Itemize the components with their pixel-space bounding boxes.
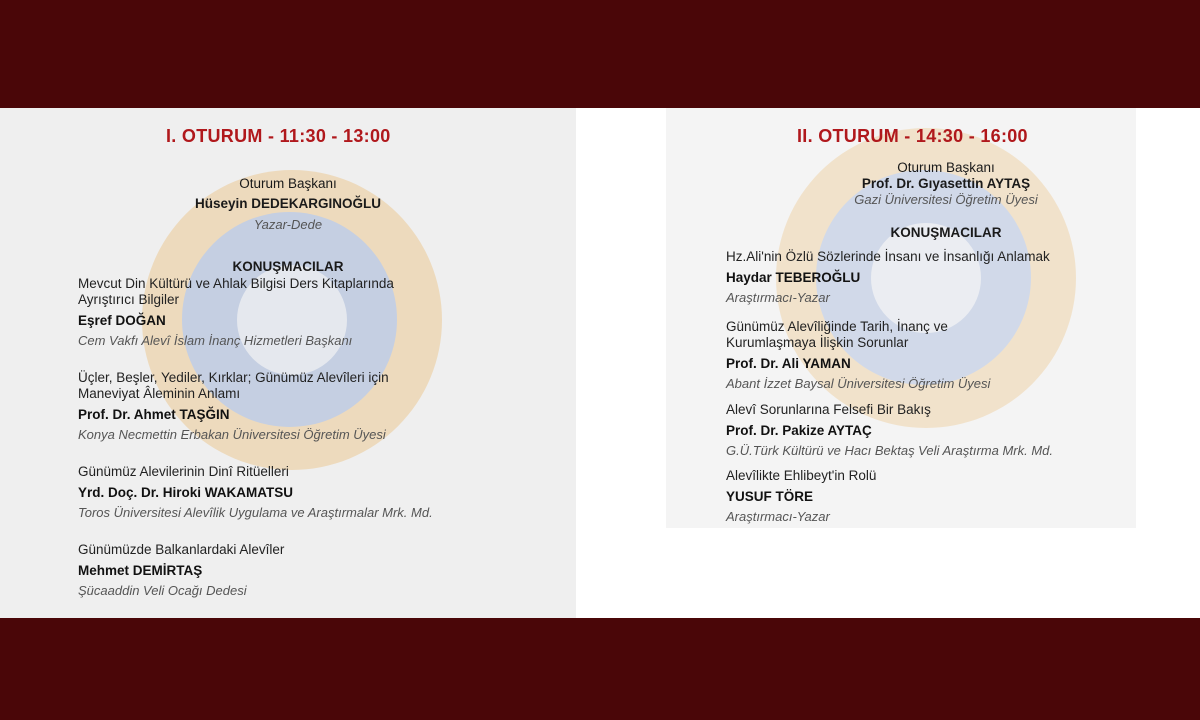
session-2-speakers-heading: KONUŞMACILAR — [890, 225, 1002, 240]
talk-title-cont: Maneviyat Âleminin Anlamı — [78, 386, 241, 401]
speaker-name: Eşref DOĞAN — [78, 313, 166, 328]
talk-title-cont: Kurumlaşmaya İlişkin Sorunlar — [726, 335, 909, 350]
speaker-affiliation: Konya Necmettin Erbakan Üniversitesi Öğretim Üyesi — [78, 427, 386, 442]
session-2-talk-1 — [726, 249, 1050, 306]
talk-title: Üçler, Beşler, Yediler, Kırklar; Günümüz Alevîleri için — [78, 370, 389, 385]
speaker-name: Yrd. Doç. Dr. Hiroki WAKAMATSU — [78, 485, 294, 500]
session-1-chair-role: Yazar-Dede — [253, 217, 323, 232]
talk-title: Alevî Sorunlarına Felsefi Bir Bakış — [726, 402, 931, 417]
speaker-affiliation: G.Ü.Türk Kültürü ve Hacı Bektaş Veli Araştırma Mrk. Md. — [726, 443, 1054, 458]
talk-title-cont: Ayrıştırıcı Bilgiler — [78, 292, 180, 307]
session-2-talk-4 — [726, 468, 876, 525]
speaker-name: YUSUF TÖRE — [726, 489, 814, 504]
session-1-talk-4 — [78, 542, 284, 599]
talk-title: Günümüz Alevilerinin Dinî Ritüelleri — [78, 464, 289, 479]
session-1-talk-2 — [78, 370, 389, 443]
session-2-title: II. OTURUM - 14:30 - 16:00 — [797, 126, 1028, 146]
session-2-chair-role: Gazi Üniversitesi Öğretim Üyesi — [854, 192, 1038, 207]
bottom-frame-band — [0, 618, 1200, 720]
session-2-chair-name: Prof. Dr. Gıyasettin AYTAŞ — [861, 176, 1031, 191]
session-1-talk-1 — [78, 276, 394, 349]
speaker-name: Prof. Dr. Ahmet TAŞĞIN — [78, 407, 230, 422]
session-2-panel — [576, 108, 1200, 618]
session-1-speakers-heading: KONUŞMACILAR — [232, 259, 344, 274]
speaker-affiliation: Araştırmacı-Yazar — [726, 509, 830, 524]
talk-title: Günümüzde Balkanlardaki Alevîler — [78, 542, 285, 557]
speaker-name: Haydar TEBEROĞLU — [726, 270, 861, 285]
speaker-affiliation: Toros Üniversitesi Alevîlik Uygulama ve Araştırmalar Mrk. Md. — [78, 505, 433, 520]
speaker-affiliation: Cem Vakfı Alevî İslam İnanç Hizmetleri Başkanı — [78, 333, 353, 348]
speaker-affiliation: Abant İzzet Baysal Üniversitesi Öğretim Üyesi — [726, 376, 991, 391]
talk-title: Günümüz Alevîliğinde Tarih, İnanç ve — [726, 319, 948, 334]
talk-title: Alevîlikte Ehlibeyt'in Rolü — [726, 468, 877, 483]
speaker-affiliation: Araştırmacı-Yazar — [726, 290, 830, 305]
speaker-name: Mehmet DEMİRTAŞ — [78, 563, 203, 578]
session-2-talk-2 — [726, 319, 990, 392]
talk-title: Mevcut Din Kültürü ve Ahlak Bilgisi Ders Kitaplarında — [78, 276, 394, 291]
session-1-panel — [0, 108, 576, 618]
session-1-title: I. OTURUM - 11:30 - 13:00 — [166, 126, 391, 146]
speaker-affiliation: Şücaaddin Veli Ocağı Dedesi — [78, 583, 247, 598]
talk-title: Hz.Ali'nin Özlü Sözlerinde İnsanı ve İnsanlığı Anlamak — [726, 249, 1050, 264]
session-2-talk-3 — [726, 402, 1053, 459]
top-frame-band — [0, 0, 1200, 108]
session-1-chair-label: Oturum Başkanı — [239, 176, 337, 191]
session-2-chair-label: Oturum Başkanı — [897, 160, 995, 175]
session-1-chair-name: Hüseyin DEDEKARGINOĞLU — [194, 196, 382, 211]
speaker-name: Prof. Dr. Ali YAMAN — [726, 356, 851, 371]
session-1-talk-3 — [78, 464, 433, 521]
speaker-name: Prof. Dr. Pakize AYTAÇ — [726, 423, 872, 438]
